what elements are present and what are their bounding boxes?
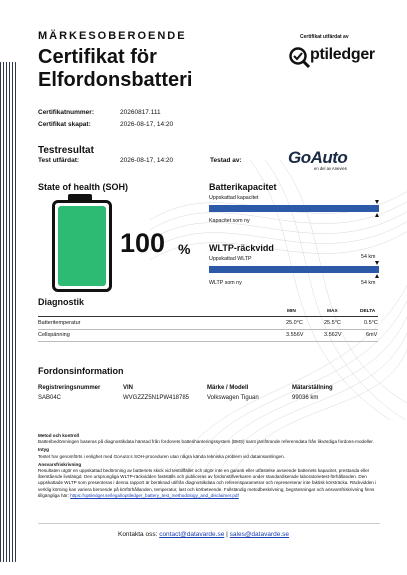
diagnostics-row-max: 25.5°C: [324, 320, 341, 326]
divider: [38, 341, 378, 342]
vehicle-model-label: Märke / Modell: [207, 385, 249, 391]
diagnostics-row-name: Cellspänning: [38, 332, 70, 338]
footer-separator: |: [226, 531, 228, 538]
divider: [38, 316, 378, 317]
test-issued-value: 2026-08-17, 14:20: [120, 157, 174, 164]
wltp-bar: [209, 266, 379, 273]
cert-created-value: 2026-08-17, 14:20: [120, 121, 174, 128]
soh-value: 100: [120, 228, 166, 258]
tester-sub: en del av Anevies: [314, 166, 347, 171]
certification-text: Testet har genomförts i enlighet med GoAuto:s SOH-proceduren utan några kända tekniska problem vid datainsamlingen.: [38, 453, 285, 459]
wltp-estimated-label: Uppskattad WLTP: [209, 256, 252, 262]
diagnostics-row-min: 25.0°C: [286, 320, 303, 326]
diagnostics-row-delta: 6mV: [366, 332, 378, 338]
diagnostics-col-delta: DELTA: [360, 309, 376, 314]
wltp-estimated-value: 54 km: [361, 254, 376, 260]
diagnostics-title: Diagnostik: [38, 297, 85, 307]
test-section-title: Testresultat: [38, 145, 94, 156]
diagnostics-row-delta: 0.5°C: [364, 320, 378, 326]
cert-number-label: Certifikatnummer:: [38, 109, 94, 116]
document-title-line2: Elfordonsbatteri: [38, 69, 193, 91]
capacity-estimated-marker: [375, 200, 379, 204]
battery-icon: [52, 200, 112, 292]
test-issued-label: Test utfärdat:: [38, 157, 80, 164]
wltp-new-label: WLTP som ny: [209, 280, 242, 286]
notes-section: [38, 433, 380, 499]
footer-email-sales[interactable]: sales@datavarde.se: [229, 531, 290, 538]
battery-level-fill: [58, 206, 106, 286]
magnifier-check-icon: [288, 46, 310, 68]
decorative-stripes: [0, 62, 16, 562]
diagnostics-col-min: MIN: [287, 309, 296, 314]
method-title: Metod och kontroll: [38, 433, 80, 438]
vehicle-title: Fordonsinformation: [38, 366, 124, 376]
tested-by-label: Testad av:: [210, 157, 242, 164]
wltp-new-marker: [375, 274, 379, 278]
disclaimer-body: Resultaten utgör en uppskattad bedömning av batteriets skick vid testtillfället och utgör inte en garanti eller utfästelse avseende batteriets kapacitet, prestanda eller återstående livslängd. Den ursprungliga WLTP-räckvidden fastställs och publiceras av fordonstillverkaren under standardiserade laboratorietest-förhållanden. Den uppskattade WLTP som presenteras i denna rapport är beräknad utifrån diagnostikdata och referensparametrar och representerar inte faktisk körsträcka. Räckvidden i verklig körning kan variera beroende på körförhållanden, temperatur, last och körbeteende. Fullständig metodbeskrivning, begränsningar och ansvarsfriskrivning finns tillgängliga här:: [38, 468, 377, 498]
issuer-logo-text: ptiledger: [310, 46, 375, 63]
cert-created-label: Certifikat skapat:: [38, 121, 91, 128]
capacity-bar-fill: [209, 205, 379, 212]
diagnostics-col-max: MAX: [327, 309, 338, 314]
footer-contact-label: Kontakta oss:: [117, 531, 158, 538]
vehicle-odo-value: 99036 km: [292, 395, 319, 401]
issuer-label: Certifikat utfärdat av: [300, 34, 349, 40]
vehicle-odo-label: Mätarställning: [292, 385, 333, 391]
diagnostics-row-min: 3.556V: [286, 332, 304, 338]
divider: [38, 523, 380, 524]
vehicle-reg-label: Registreringsnummer: [38, 385, 101, 391]
soh-title: State of health (SOH): [38, 182, 129, 192]
capacity-new-label: Kapacitet som ny: [209, 218, 250, 224]
disclaimer-text: [38, 468, 380, 499]
disclaimer-link[interactable]: https://optiledger.se/legal/optiledger_battery_test_methodology_and_disclaimer.pdf: [70, 492, 239, 498]
diagnostics-row-name: Batteritemperatur: [38, 320, 81, 326]
issuer-logo-initial: O: [299, 60, 300, 61]
document-title-line1: Certifikat för: [38, 46, 157, 68]
table-row: [38, 330, 378, 341]
soh-unit: %: [178, 241, 191, 257]
wltp-bar-fill: [209, 266, 379, 273]
vehicle-reg-value: SAB04C: [38, 395, 62, 401]
diagnostics-row-max: 3.562V: [324, 332, 342, 338]
document-title: [38, 46, 192, 92]
goauto-logo: [288, 148, 378, 172]
wltp-title: WLTP-räckvidd: [209, 243, 274, 253]
capacity-title: Batterikapacitet: [209, 182, 277, 192]
capacity-bar: [209, 205, 379, 212]
vehicle-model-value: Volkswagen Tiguan: [207, 395, 259, 401]
capacity-estimated-label: Uppskattad kapacitet: [209, 195, 259, 201]
method-text: Batteribedömningen baseras på diagnostikdata hämtad från fordonets batterihanteringssystem (BMS) samt jämförande referensdata från likvärdiga fordons-modeller.: [38, 439, 374, 445]
document-kicker: MÄRKESOBEROENDE: [38, 30, 187, 42]
optiledger-logo: [288, 46, 380, 68]
footer-email-contact[interactable]: contact@datavarde.se: [159, 531, 225, 538]
table-row: [38, 318, 378, 329]
wltp-new-value: 54 km: [361, 280, 376, 286]
cert-number-value: 20260817.111: [120, 109, 161, 116]
wltp-estimated-marker: [375, 261, 379, 265]
tester-name: GoAuto: [288, 148, 348, 167]
certification-title: Intyg: [38, 447, 49, 453]
capacity-new-marker: [375, 213, 379, 217]
vehicle-vin-value: WVGZZZ5N1PW418785: [123, 395, 190, 401]
disclaimer-title: Ansvarsfriskrivning: [38, 461, 82, 467]
footer: [0, 531, 407, 538]
vehicle-vin-label: VIN: [123, 385, 134, 391]
